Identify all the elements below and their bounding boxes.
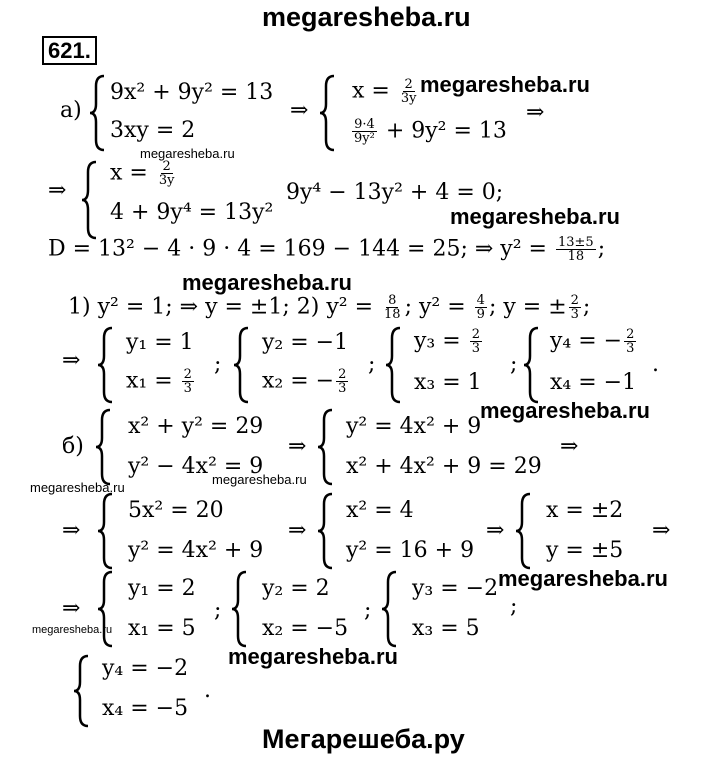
b-sys4-eq1: x² = 4 (346, 498, 414, 523)
b-end: . (204, 678, 211, 703)
a-ans4-y: y₄ = − $\frac{2}{3}$ (550, 327, 635, 356)
part-a-label: а) (60, 98, 82, 123)
b-sys2-eq2: x² + 4x² + 9 = 29 (346, 454, 542, 479)
brace-a3 (80, 160, 100, 240)
a-arrow-2: ⇒ (526, 100, 545, 125)
watermark-inline-4: megaresheba.ru (182, 270, 352, 295)
part-b-label: б) (62, 434, 84, 459)
a-ans1-x: x₁ = $\frac{2}{3}$ (126, 367, 192, 396)
watermark-inline-2: megaresheba.ru (140, 146, 235, 161)
a-roots-frac2: $\frac{4}{9}$ (476, 293, 485, 322)
a-ans1-x-frac: $\frac{2}{3}$ (183, 367, 192, 396)
a-ans2-x-frac: $\frac{2}{3}$ (338, 367, 347, 396)
watermark-top: megaresheba.ru (262, 2, 471, 32)
a-sys2-eq1-frac: $\frac{2}{3y}$ (400, 77, 417, 106)
a-sys3-eq1 (110, 160, 178, 187)
a-disc-text: D = 13² − 4 · 9 · 4 = 169 − 144 = 25; ⇒ y² = (48, 236, 547, 262)
a-end: . (652, 352, 659, 377)
b-ans4-y: y₄ = −2 (102, 656, 189, 681)
b-ans3-y: y₃ = −2 (412, 576, 499, 601)
b-sys1-eq2: y² − 4x² = 9 (128, 454, 264, 479)
b-ans4-x: x₄ = −5 (102, 696, 189, 721)
brace-b-ans2 (230, 570, 250, 648)
watermark-inline-9: megaresheba.ru (32, 624, 113, 636)
a-disc: D = 13² − 4 · 9 · 4 = 169 − 144 = 25; ⇒ y² = $\frac{13\pm 5}{18}$ ; (48, 235, 606, 264)
b-sep-2: ; (364, 598, 372, 623)
b-ans1-y: y₁ = 2 (128, 576, 196, 601)
a-sys2-eq2-rhs: + 9y² = 13 (385, 118, 507, 144)
brace-ans2 (232, 326, 252, 404)
b-sep-3: ; (510, 594, 518, 619)
a-biquad: 9y⁴ − 13y² + 4 = 0; (286, 180, 504, 205)
a-sys2-eq1-lhs: x = (352, 78, 390, 104)
b-arrow-3: ⇒ (62, 518, 81, 543)
b-arrow-4: ⇒ (288, 518, 307, 543)
b-ans3-x: x₃ = 5 (412, 616, 480, 641)
b-arrow-7: ⇒ (62, 596, 81, 621)
b-arrow-1: ⇒ (288, 434, 307, 459)
a-sys3-eq1-frac: $\frac{2}{3y}$ (158, 159, 175, 188)
a-ans4-x: x₄ = −1 (550, 370, 637, 395)
brace-b4 (316, 492, 336, 570)
watermark-inline-8: megaresheba.ru (498, 566, 668, 591)
a-ans4-y-frac: $\frac{2}{3}$ (626, 327, 635, 356)
b-ans1-x: x₁ = 5 (128, 616, 196, 641)
brace-ans1 (96, 326, 116, 404)
a-ans3-y: y₃ = $\frac{2}{3}$ (414, 327, 480, 356)
b-ans2-y: y₂ = 2 (262, 576, 330, 601)
problem-number-label: 621. (42, 36, 97, 65)
problem-number (42, 38, 97, 64)
brace-b-ans3 (380, 570, 400, 648)
brace-a1 (88, 74, 108, 152)
a-ans3-y-frac: $\frac{2}{3}$ (471, 327, 480, 356)
watermark-inline-6: megaresheba.ru (30, 480, 125, 495)
brace-ans3 (384, 326, 404, 404)
b-arrow-6: ⇒ (652, 518, 671, 543)
a-ans2-y: y₂ = −1 (262, 330, 349, 355)
b-arrow-2: ⇒ (560, 434, 579, 459)
watermark-bottom: Мегарешеба.ру (262, 724, 465, 754)
b-sys1-eq1: x² + y² = 29 (128, 414, 264, 439)
brace-ans4 (522, 326, 542, 404)
watermark-inline-1: megaresheba.ru (420, 72, 590, 97)
b-sys5-eq1: x = ±2 (546, 498, 624, 523)
brace-b-ans1 (96, 570, 116, 648)
b-sys3-eq1: 5x² = 20 (128, 498, 224, 523)
watermark-inline-10: megaresheba.ru (228, 644, 398, 669)
b-ans2-x: x₂ = −5 (262, 616, 349, 641)
a-sys2-eq1 (352, 78, 420, 105)
b-sys2-eq1: y² = 4x² + 9 (346, 414, 482, 439)
watermark-inline-7: megaresheba.ru (212, 472, 307, 487)
brace-b-ans4 (72, 654, 92, 728)
a-sys2-eq2-frac: $\frac{9\cdot 4}{\text{9y²}}$ (354, 117, 375, 146)
a-arrow-4: ⇒ (62, 348, 81, 373)
a-sep-2: ; (368, 352, 376, 377)
watermark-inline-3: megaresheba.ru (450, 204, 620, 229)
a-sys1-eq2: 3xy = 2 (110, 118, 196, 143)
a-sep-1: ; (214, 352, 222, 377)
a-sys2-eq2 (350, 118, 507, 145)
brace-b3 (96, 492, 116, 570)
brace-a2 (318, 74, 338, 152)
a-arrow-3: ⇒ (48, 178, 67, 203)
brace-b5 (514, 492, 534, 570)
a-roots: 1) y² = 1; ⇒ y = ±1; 2) y² = $\frac{8}{18}$ ; y² = $\frac{4}{9}$ ; y = ± $\frac{2}{3}$ ; (68, 293, 591, 322)
a-arrow-1: ⇒ (290, 98, 309, 123)
a-ans1-y: y₁ = 1 (126, 330, 194, 355)
a-disc-frac: $\frac{13\pm 5}{18}$ (558, 235, 594, 264)
a-sys1-eq1: 9x² + 9y² = 13 (110, 80, 274, 105)
a-ans2-x: x₂ = − $\frac{2}{3}$ (262, 367, 347, 396)
brace-b1 (94, 408, 114, 486)
b-sys4-eq2: y² = 16 + 9 (346, 538, 475, 563)
a-roots-frac1: $\frac{8}{18}$ (384, 293, 401, 322)
b-sys5-eq2: y = ±5 (546, 538, 624, 563)
brace-b2 (316, 408, 336, 486)
a-sys3-eq1-lhs: x = (110, 160, 148, 186)
a-roots-frac3: $\frac{2}{3}$ (570, 293, 579, 322)
watermark-inline-5: megaresheba.ru (480, 398, 650, 423)
a-ans3-x: x₃ = 1 (414, 370, 482, 395)
b-arrow-5: ⇒ (486, 518, 505, 543)
b-sys3-eq2: y² = 4x² + 9 (128, 538, 264, 563)
b-sep-1: ; (214, 598, 222, 623)
a-sys3-eq2: 4 + 9y⁴ = 13y² (110, 200, 274, 225)
a-sep-3: ; (510, 352, 518, 377)
